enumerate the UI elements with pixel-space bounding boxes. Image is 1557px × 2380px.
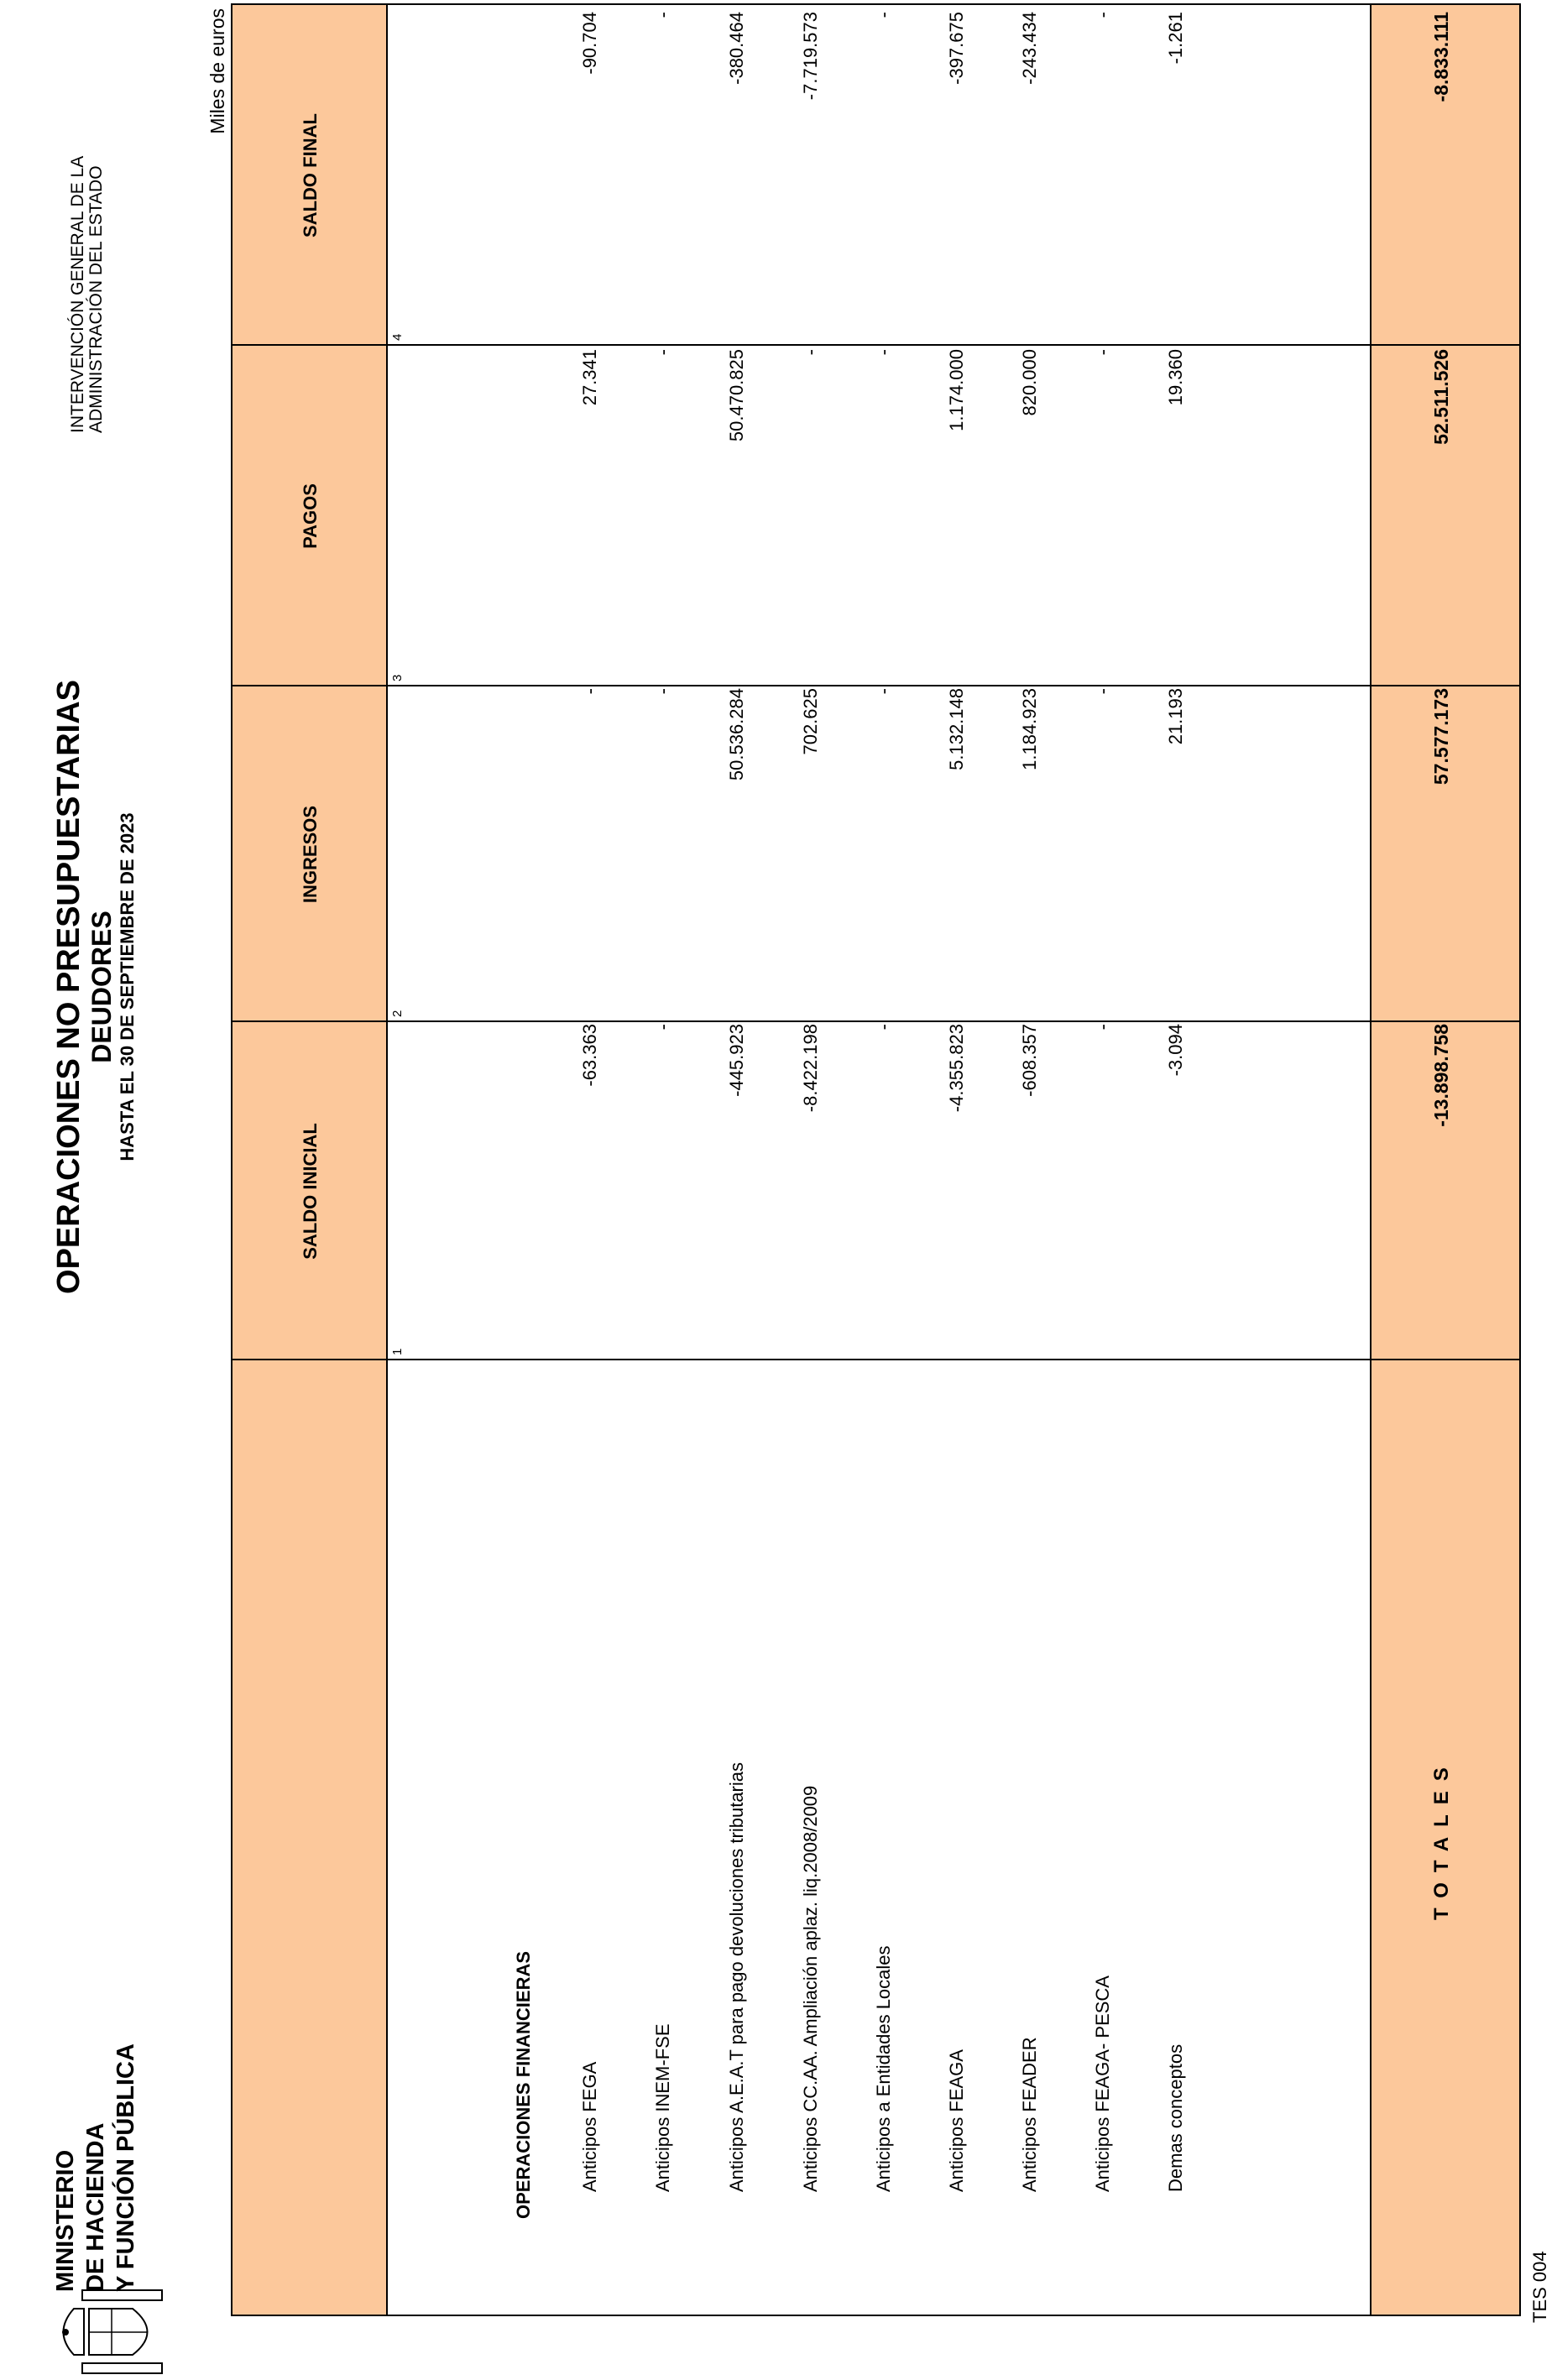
cell-value: - [652,12,673,18]
ministry-line-2: DE HACIENDA [82,2122,109,2292]
cell-value: - [800,349,821,356]
cell-value: -3.094 [1165,1024,1186,1077]
col-divider-2 [233,1020,1519,1022]
row-label: Anticipos INEM-FSE [652,2023,673,2192]
total-saldo-final: -8.833.111 [1430,12,1452,102]
col-divider-4 [233,344,1519,346]
igae-line-2: ADMINISTRACIÓN DEL ESTADO [86,165,106,433]
cell-value: 21.193 [1165,688,1186,745]
cell-value: 19.360 [1165,349,1186,406]
col-number-4: 4 [390,333,405,341]
row-label: Demas conceptos [1165,2043,1186,2192]
col-header-pagos: PAGOS [300,483,321,549]
cell-value: - [1092,688,1113,695]
form-code: TES 004 [1529,2251,1550,2323]
cell-value: 1.184.923 [1019,688,1040,770]
ministry-line-1: MINISTERIO [52,2149,79,2292]
cell-value: 50.470.825 [726,349,747,442]
cell-value: -445.923 [726,1024,747,1097]
row-label: Anticipos A.E.A.T para pago devoluciones tributarias [726,1762,747,2192]
coat-of-arms-icon [49,2283,175,2380]
document-title-block [50,483,139,1490]
col-header-saldo-inicial: SALDO INICIAL [300,1123,321,1260]
cell-value: -1.261 [1165,12,1186,65]
cell-value: -397.675 [946,12,967,85]
document-period: HASTA EL 30 DE SEPTIEMBRE DE 2023 [117,812,138,1161]
cell-value: -380.464 [726,12,747,85]
col-header-ingresos: INGRESOS [300,805,321,904]
cell-value: - [873,12,894,18]
cell-value: - [579,688,600,695]
row-label: Anticipos a Entidades Locales [873,1945,894,2192]
total-pagos: 52.511.526 [1430,349,1452,445]
cell-value: 702.625 [800,688,821,755]
cell-value: -7.719.573 [800,12,821,101]
col-number-3: 3 [390,674,405,681]
row-label: Anticipos FEAGA [946,2049,967,2192]
cell-value: -90.704 [579,12,600,75]
row-label: Anticipos FEAGA- PESCA [1092,1976,1113,2192]
cell-value: - [1092,1024,1113,1031]
row-label: Anticipos FEADER [1019,2037,1040,2192]
cell-value: - [652,688,673,695]
cell-value: 5.132.148 [946,688,967,770]
totals-label: TOTALES [1430,1757,1453,1920]
col-divider-1 [233,1359,1519,1360]
row-label: Anticipos CC.AA. Ampliación aplaz. liq.2008/2009 [800,1785,821,2192]
cell-value: 1.174.000 [946,349,967,431]
totals-divider [1370,5,1372,2315]
igae-line-1: INTERVENCIÓN GENERAL DE LA [68,155,87,433]
cell-value: -8.422.198 [800,1024,821,1113]
total-ingresos: 57.577.173 [1430,688,1452,786]
cell-value: 820.000 [1019,349,1040,416]
col-header-saldo-final: SALDO FINAL [300,113,321,237]
cell-value: - [873,349,894,356]
cell-value: - [652,1024,673,1031]
row-label: Anticipos FEGA [579,2061,600,2192]
col-divider-3 [233,685,1519,686]
cell-value: - [1092,12,1113,18]
cell-value: - [1092,349,1113,356]
cell-value: -63.363 [579,1024,600,1087]
total-saldo-inicial: -13.898.758 [1430,1024,1452,1127]
cell-value: - [873,1024,894,1031]
cell-value: -243.434 [1019,12,1040,85]
ministry-line-3: Y FUNCIÓN PÚBLICA [112,2043,139,2292]
col-number-1: 1 [390,1348,405,1355]
cell-value: 27.341 [579,349,600,406]
cell-value: -4.355.823 [946,1024,967,1113]
data-table [231,3,1521,2316]
cell-value: -608.357 [1019,1024,1040,1097]
cell-value: 50.536.284 [726,688,747,781]
igae-label [69,156,106,433]
col-number-2: 2 [390,1010,405,1017]
cell-value: - [873,688,894,695]
units-label: Miles de euros [206,8,228,134]
section-label: OPERACIONES FINANCIERAS [513,1950,534,2219]
document-title: OPERACIONES NO PRESUPUESTARIAS [51,680,86,1294]
cell-value: - [652,349,673,356]
header-divider [386,5,388,2315]
document-subtitle: DEUDORES [86,911,117,1063]
ministry-name [50,2043,141,2292]
